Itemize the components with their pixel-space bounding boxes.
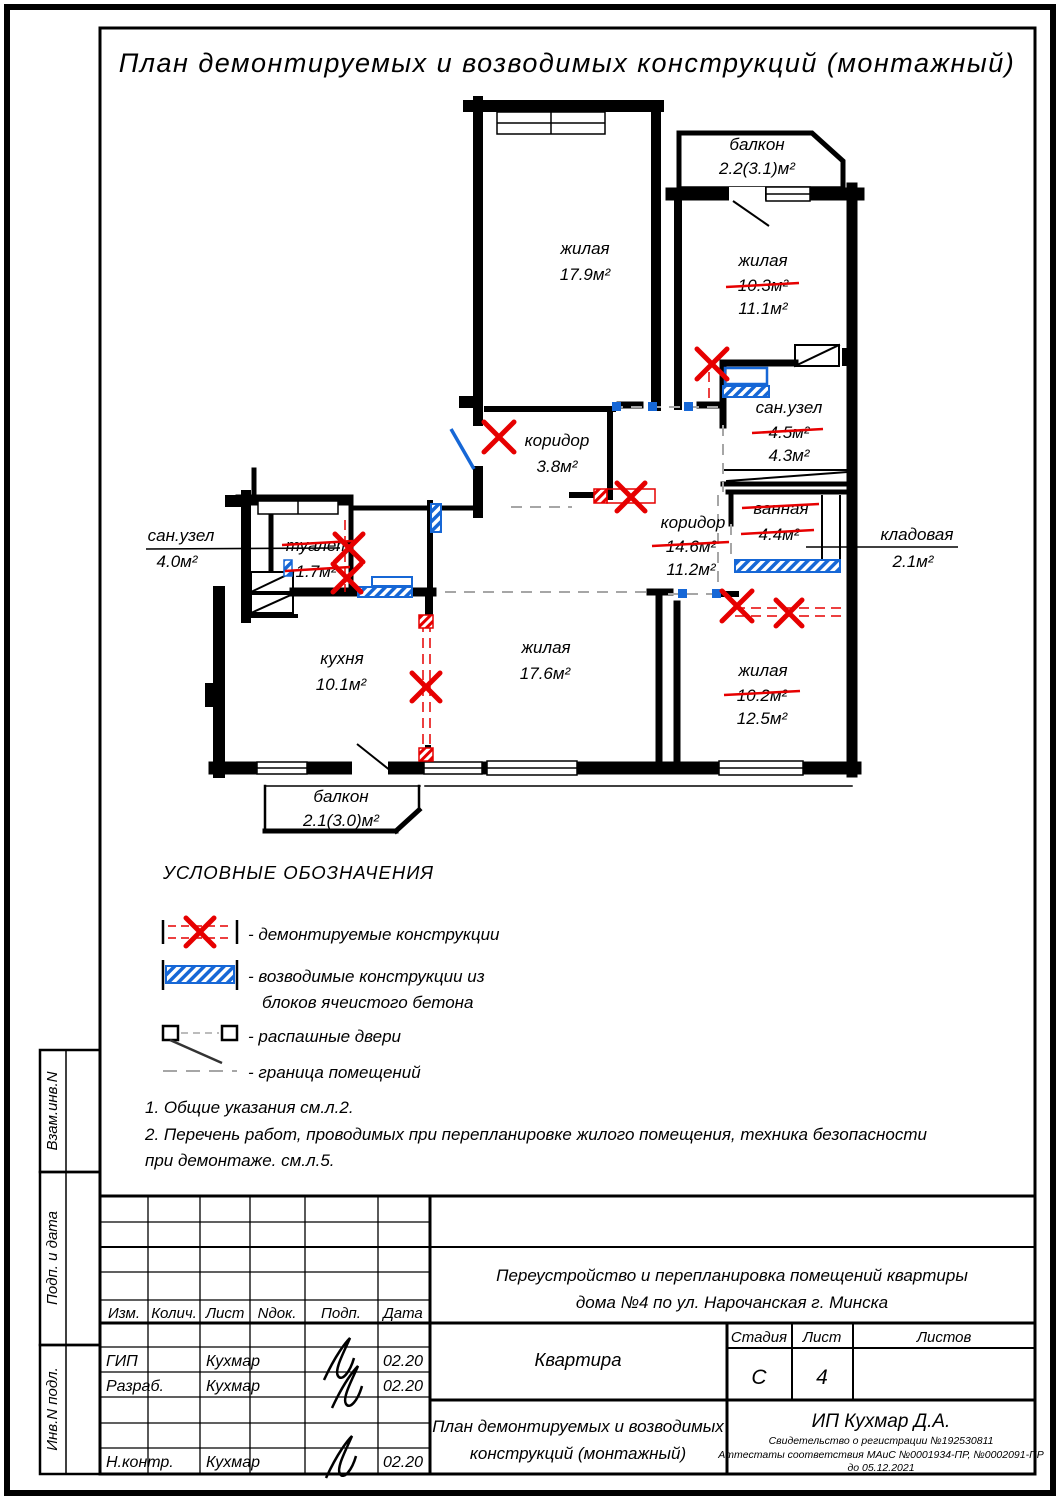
signatures — [324, 1338, 362, 1478]
room-living-2-name: жилая — [738, 251, 788, 270]
room-living-4-area-new: 12.5м² — [736, 709, 788, 728]
room-kitchen-area: 10.1м² — [315, 675, 367, 694]
project-line2: дома №4 по ул. Нарочанская г. Минска — [575, 1293, 889, 1312]
project-line1: Переустройство и перепланировка помещений квартиры — [496, 1266, 968, 1285]
row-nkontr-date: 02.20 — [382, 1454, 424, 1471]
company-cert-3: до 05.12.2021 — [847, 1462, 915, 1474]
door-swings — [357, 201, 769, 771]
room-bathroom-name: ванная — [753, 499, 809, 518]
company-cert-2: Аттестаты соответствия МАиС №0001934-ПР, №0002091-ПР — [718, 1449, 1044, 1461]
room-living-3-name: жилая — [521, 638, 571, 657]
row-razrab-date: 02.20 — [382, 1378, 424, 1395]
company-name: ИП Кухмар Д.А. — [811, 1411, 951, 1432]
row-nkontr-role: Н.контр. — [106, 1454, 174, 1471]
room-toilet-area-old: 1.7м² — [295, 562, 337, 581]
row-gip-date: 02.20 — [382, 1353, 424, 1370]
room-balcony-bottom-area: 2.1(3.0)м² — [303, 811, 379, 830]
room-storage-name: кладовая — [880, 525, 954, 544]
col-izm: Изм. — [108, 1305, 140, 1322]
room-corridor-main-area-new: 11.2м² — [666, 560, 716, 579]
company-cert-1: Свидетельство о регистрации №192530811 — [768, 1435, 994, 1447]
col-kolich: Колич. — [151, 1305, 197, 1322]
note-1: 1. Общие указания см.л.2. — [145, 1098, 354, 1117]
sheets-label: Листов — [916, 1329, 972, 1346]
room-corridor-main-name: коридор — [660, 513, 726, 532]
row-razrab-name: Кухмар — [206, 1378, 261, 1395]
room-balcony-bottom-name: балкон — [313, 787, 369, 806]
legend-item-new-wall-line2: блоков ячеистого бетона — [262, 993, 474, 1012]
door-openings — [352, 187, 765, 775]
legend-item-demolition: - демонтируемые конструкции — [248, 925, 500, 944]
room-living-1-area: 17.9м² — [559, 265, 611, 284]
room-corridor-main-area-old: 14.6м² — [665, 537, 717, 556]
title-block-texts — [106, 1266, 1044, 1474]
room-living-1-name: жилая — [560, 239, 610, 258]
room-san-uzel-left-name: сан.узел — [147, 526, 215, 545]
room-balcony-top-area: 2.2(3.1)м² — [719, 159, 795, 178]
legend-item-new-wall: - возводимые конструкции из — [248, 967, 485, 986]
drawing-name-line2: конструкций (монтажный) — [469, 1444, 687, 1463]
legend-symbol-new-wall — [163, 960, 237, 990]
room-living-2-area-old: 10.3м² — [737, 276, 789, 295]
col-podp: Подп. — [321, 1305, 361, 1322]
row-nkontr-name: Кухмар — [206, 1454, 261, 1471]
room-storage-area: 2.1м² — [892, 552, 934, 571]
room-living-4-name: жилая — [738, 661, 788, 680]
object-name: Квартира — [534, 1349, 622, 1370]
room-living-2-area-new: 11.1м² — [738, 299, 788, 318]
legend-symbol-swing-door — [163, 1026, 237, 1063]
sheet-label: Лист — [802, 1329, 842, 1346]
room-san-uzel-right-name: сан.узел — [755, 398, 823, 417]
room-san-uzel-left-area: 4.0м² — [156, 552, 198, 571]
sidebar-label-vzam: Взам.инв.N — [44, 1071, 61, 1151]
sidebar-label-inv: Инв.N подл. — [44, 1367, 61, 1451]
room-corridor-small-name: коридор — [524, 431, 590, 450]
room-toilet-name: туалет — [285, 536, 351, 555]
drawing-name-line1: План демонтируемых и возводимых — [432, 1417, 724, 1436]
legend-heading: УСЛОВНЫЕ ОБОЗНАЧЕНИЯ — [163, 862, 435, 883]
note-2-continued: при демонтаже. см.л.5. — [145, 1151, 335, 1170]
room-kitchen-name: кухня — [320, 649, 364, 668]
room-san-uzel-right-area-new: 4.3м² — [768, 446, 810, 465]
room-balcony-top-name: балкон — [729, 135, 785, 154]
col-ndok: Nдок. — [257, 1305, 297, 1322]
stage-label: Стадия — [730, 1329, 788, 1346]
note-2: 2. Перечень работ, проводимых при перепланировке жилого помещения, техника безопасности — [145, 1125, 927, 1144]
room-living-4-area-old: 10.2м² — [736, 686, 788, 705]
row-gip-role: ГИП — [106, 1353, 138, 1370]
col-list: Лист — [205, 1305, 245, 1322]
legend-item-swing-door: - распашные двери — [248, 1027, 402, 1046]
room-san-uzel-right-area-old: 4.5м² — [768, 423, 810, 442]
sidebar-label-podp: Подп. и дата — [44, 1211, 61, 1305]
sheet-value: 4 — [816, 1366, 828, 1389]
row-gip-name: Кухмар — [206, 1353, 261, 1370]
room-bathroom-area-old: 4.4м² — [758, 525, 800, 544]
page-title: План демонтируемых и возводимых конструкций (монтажный) — [118, 48, 1016, 78]
stage-value: С — [751, 1366, 767, 1389]
room-corridor-small-area: 3.8м² — [536, 457, 578, 476]
col-data: Дата — [383, 1305, 423, 1322]
row-razrab-role: Разраб. — [106, 1378, 164, 1395]
legend-item-boundary: - граница помещений — [248, 1063, 421, 1082]
leader-lines — [146, 547, 958, 549]
room-living-3-area: 17.6м² — [519, 664, 571, 683]
